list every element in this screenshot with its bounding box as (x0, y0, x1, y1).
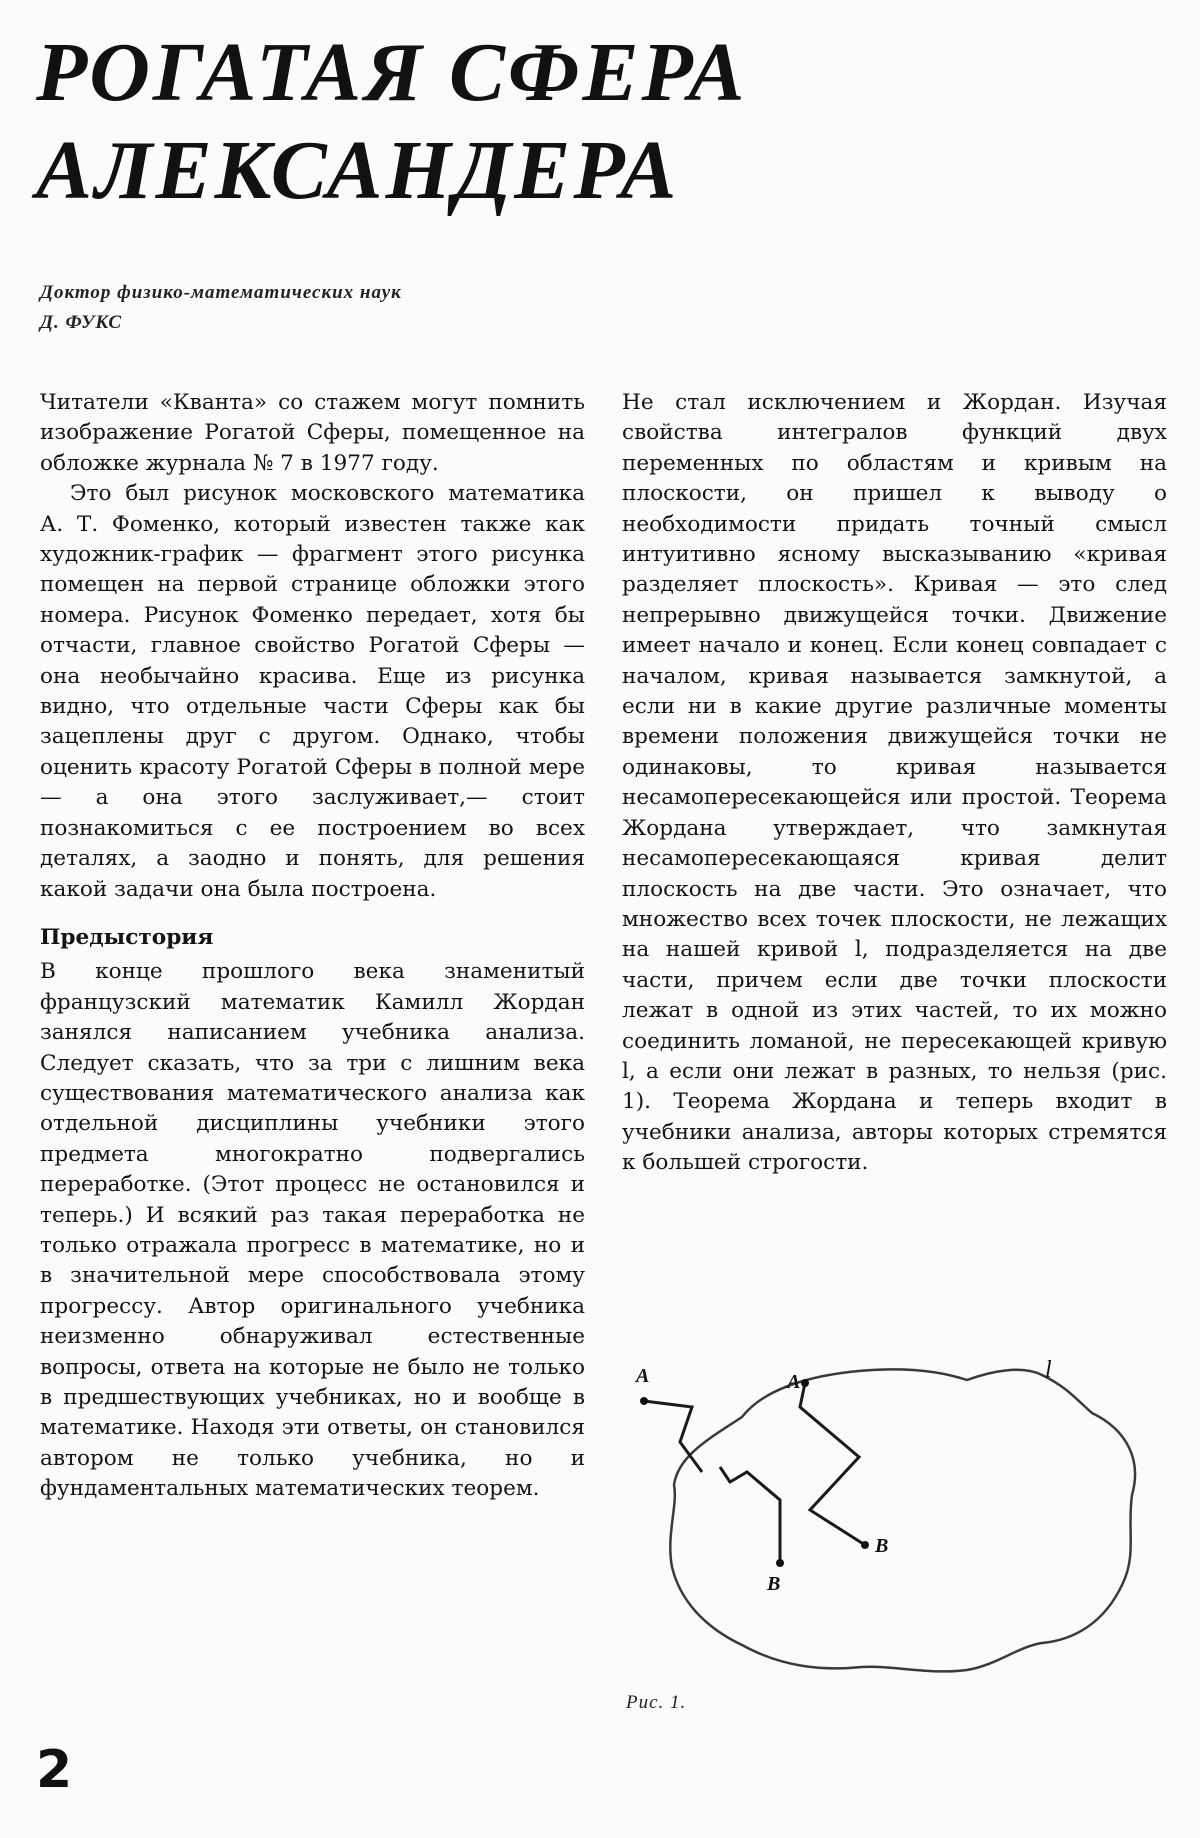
point-b-right (861, 1541, 869, 1549)
label-curve-l: l (1045, 1357, 1052, 1383)
label-a-left: A (636, 1365, 650, 1387)
label-b-left: B (767, 1573, 781, 1595)
left-column (40, 388, 585, 1505)
figure-1 (622, 1345, 1167, 1735)
page-number: 2 (36, 1740, 73, 1800)
paragraph-history: В конце прошлого века знаменитый французский математик Камилл Жордан занялся написанием учебника анализа. Следует сказать, что за три с лишним века существования математического анализа как отдельной дисциплины учебники этого предмета многократно подвергались переработке. (Этот процесс не остановился и теперь.) И всякий раз такая переработка не только отражала прогресс в математике, но и в значительной мере способствовала этому прогрессу. Автор оригинального учебника неизменно обнаруживал естественные вопросы, ответа на которые не было не только в предшествующих учебниках, но и вообще в математике. Находя эти ответы, он становился автором не только учебника, но и фундаментальных математических теорем. (40, 959, 585, 1502)
author-degree: Доктор физико-математических наук (40, 282, 402, 303)
label-a-right: A (787, 1371, 801, 1393)
point-b-left (776, 1559, 784, 1567)
figure-caption: Рис. 1. (626, 1692, 687, 1713)
paragraph-intro: Читатели «Кванта» со стажем могут помнить изображение Рогатой Сферы, помещенное на обложке журнала № 7 в 1977 году. (40, 390, 585, 476)
jordan-curve-diagram (622, 1345, 1167, 1690)
right-column (622, 388, 1167, 1179)
paragraph-jordan: Не стал исключением и Жордан. Изучая свойства интегралов функций двух переменных по областям и кривым на плоскости, он пришел к выводу о необходимости придать точный смысл интуитивно ясному высказыванию «кривая разделяет плоскость». Кривая — это след непрерывно движущейся точки. Движение имеет начало и конец. Если конец совпадает с началом, кривая называется замкнутой, а если ни в какие другие различные моменты времени положения движущейся точки не одинаковы, то кривая называется несамопересекающейся или простой. Теорема Жордана утверждает, что замкнутая несамопересекающаяся кривая делит плоскость на две части. Это означает, что множество всех точек плоскости, не лежащих на нашей кривой l, подразделяется на две части, причем если две точки плоскости лежат в одной из этих частей, то их можно соединить ломаной, не пересекающей кривую l, а если они лежат в разных, то нельзя (рис. 1). Теорема Жордана и теперь входит в учебники анализа, авторы которых стремятся к большей строгости. (622, 390, 1167, 1176)
point-a-left (640, 1397, 648, 1405)
byline (40, 278, 402, 338)
author-name: Д. ФУКС (40, 312, 123, 333)
title-line-1: РОГАТАЯ СФЕРА (36, 26, 748, 119)
section-heading: Предыстория (40, 924, 214, 950)
paragraph-fomenko: Это был рисунок московского математика А. Т. Фоменко, который известен также как художник-график — фрагмент этого рисунка помещен на первой странице обложки этого номера. Рисунок Фоменко передает, хотя бы отчасти, главное свойство Рогатой Сферы — она необычайно красива. Еще из рисунка видно, что отдельные части Сферы как бы зацеплены друг с другом. Однако, чтобы оценить красоту Рогатой Сферы в полной мере — а она этого заслуживает,— стоит познакомиться с ее построением во всех деталях, а заодно и понять, для решения какой задачи она была построена. (40, 481, 585, 902)
closed-curve-l (670, 1369, 1135, 1671)
polyline-outside-to-inside (644, 1401, 702, 1472)
polyline-inside-curve (800, 1383, 865, 1545)
polyline-inside-segment (720, 1467, 780, 1563)
article-title (36, 24, 747, 220)
label-b-right: B (875, 1535, 889, 1557)
title-line-2: АЛЕКСАНДЕРА (36, 124, 680, 217)
point-a-right (801, 1379, 809, 1387)
